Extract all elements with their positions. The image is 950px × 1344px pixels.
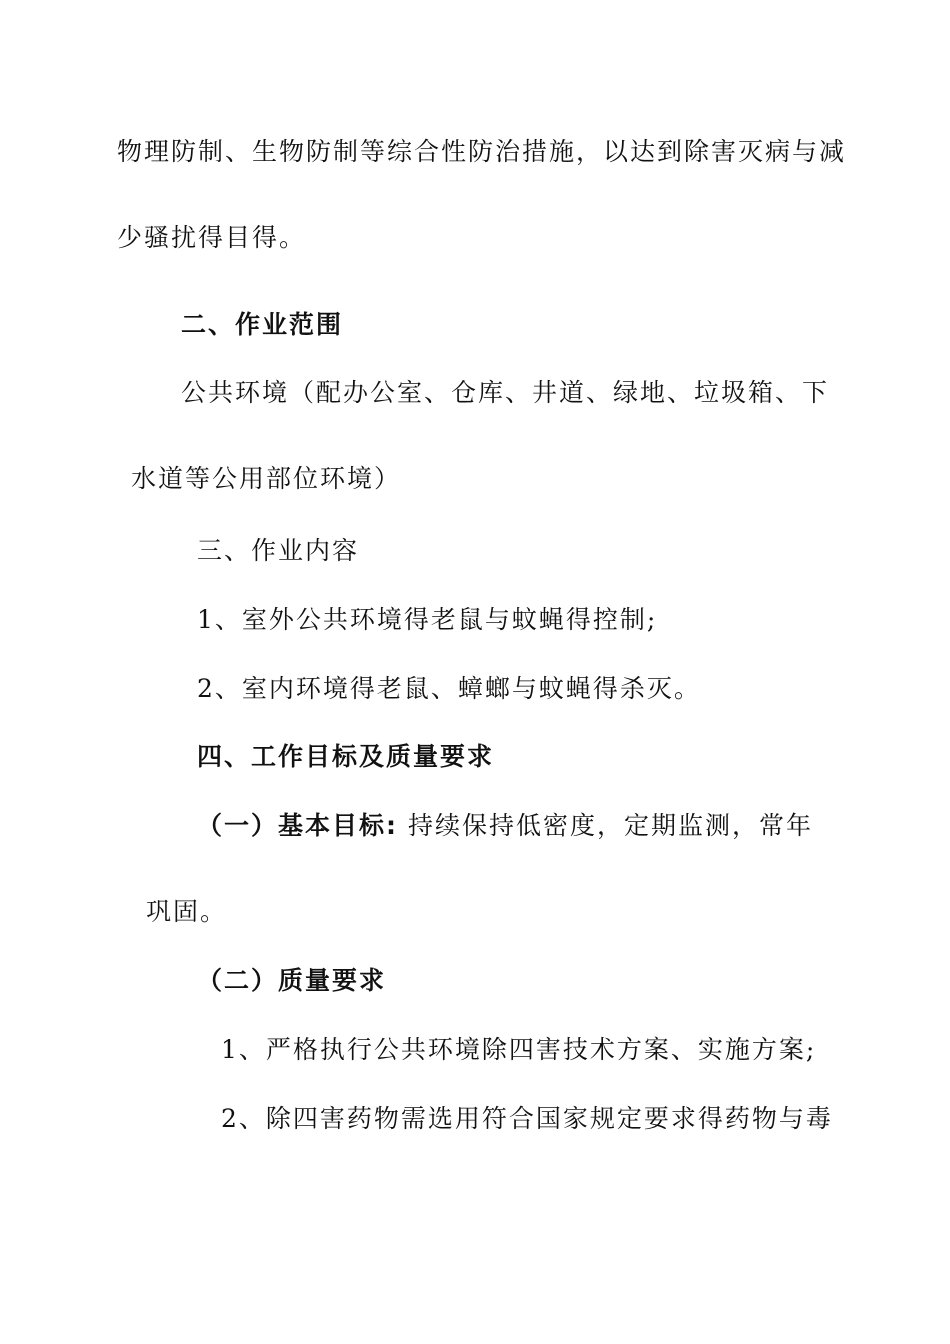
list-item: 2、除四害药物需选用符合国家规定要求得药物与毒 xyxy=(221,1104,833,1133)
subheading-label: （一）基本目标: xyxy=(197,811,398,840)
body-text-line: 物理防制、生物防制等综合性防治措施，以达到除害灭病与减 xyxy=(117,137,847,166)
section-heading: 四、工作目标及质量要求 xyxy=(197,742,495,771)
subheading-text: 持续保持低密度，定期监测，常年 xyxy=(398,811,813,840)
body-text-line xyxy=(197,810,813,842)
list-item: 2、室内环境得老鼠、蟑螂与蚊蝇得杀灭。 xyxy=(197,674,701,703)
body-text-line: 公共环境（配办公室、仓库、井道、绿地、垃圾箱、下 xyxy=(181,378,830,407)
section-heading: 二、作业范围 xyxy=(181,310,344,339)
body-text-line: 少骚扰得目得。 xyxy=(117,223,307,252)
section-heading xyxy=(197,535,359,567)
list-item: 1、严格执行公共环境除四害技术方案、实施方案; xyxy=(221,1035,817,1064)
subheading: （二）质量要求 xyxy=(197,966,387,995)
body-text-line: 水道等公用部位环境） xyxy=(131,464,402,493)
section-heading-text: 三、作业内容 xyxy=(197,536,360,565)
body-text-line: 巩固。 xyxy=(146,897,228,926)
list-item: 1、室外公共环境得老鼠与蚊蝇得控制; xyxy=(197,605,658,634)
